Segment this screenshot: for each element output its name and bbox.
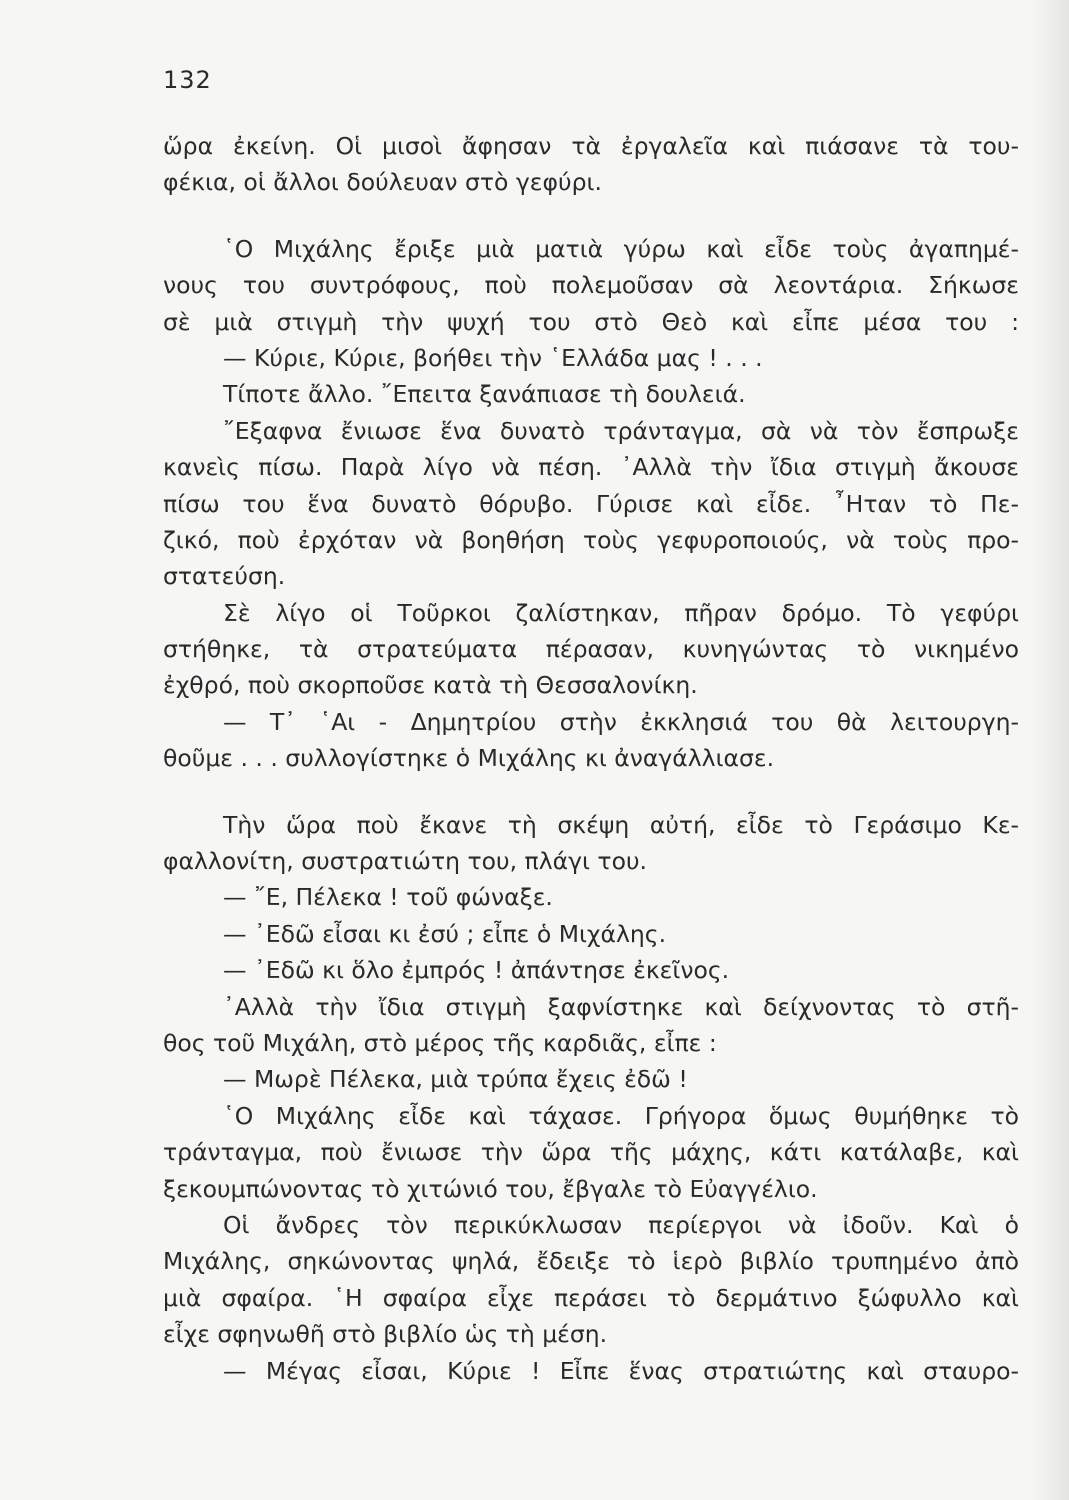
text-line: κανεὶς πίσω. Παρὰ λίγο νὰ πέση. ᾿Αλλὰ τὴν ἴδια στιγμὴ ἄκουσε xyxy=(163,453,1019,482)
text-line: ῾Ο Μιχάλης ἔριξε μιὰ ματιὰ γύρω καὶ εἶδε τοὺς ἀγαπημέ- xyxy=(223,234,1019,263)
page-edge-shadow xyxy=(1031,0,1069,1500)
text-line: — ῎Ε, Πέλεκα ! τοῦ φώναξε. xyxy=(223,883,553,912)
text-line: φαλλονίτη, συστρατιώτη του, πλάγι του. xyxy=(163,847,648,876)
text-line: στήθηκε, τὰ στρατεύματα πέρασαν, κυνηγώντας τὸ νικημένο xyxy=(163,635,1019,664)
text-line: φέκια, οἱ ἄλλοι δούλευαν στὸ γεφύρι. xyxy=(163,168,602,197)
text-line: — Μωρὲ Πέλεκα, μιὰ τρύπα ἔχεις ἐδῶ ! xyxy=(223,1065,688,1094)
text-line: Τὴν ὥρα ποὺ ἔκανε τὴ σκέψη αὐτή, εἶδε τὸ Γεράσιμο Κε- xyxy=(223,810,1019,839)
text-line: θος τοῦ Μιχάλη, στὸ μέρος τῆς καρδιᾶς, εἶπε : xyxy=(163,1028,717,1057)
page-number: 132 xyxy=(163,66,212,94)
text-line: τράνταγμα, ποὺ ἔνιωσε τὴν ὥρα τῆς μάχης, κάτι κατάλαβε, καὶ xyxy=(163,1138,1019,1167)
text-line: Μιχάλης, σηκώνοντας ψηλά, ἔδειξε τὸ ἱερὸ βιβλίο τρυπημένο ἀπὸ xyxy=(163,1247,1019,1276)
text-line: σὲ μιὰ στιγμὴ τὴν ψυχή του στὸ Θεὸ καὶ εἶπε μέσα του : xyxy=(163,307,1019,336)
paragraph-gap xyxy=(163,201,1019,231)
text-line: στατεύση. xyxy=(163,562,286,591)
text-line: ζικό, ποὺ ἐρχόταν νὰ βοηθήση τοὺς γεφυροποιούς, νὰ τοὺς προ- xyxy=(163,525,1019,554)
text-line: θοῦμε . . . συλλογίστηκε ὁ Μιχάλης κι ἀναγάλλιασε. xyxy=(163,744,775,773)
text-line: Οἱ ἄνδρες τὸν περικύκλωσαν περίεργοι νὰ ἰδοῦν. Καὶ ὁ xyxy=(223,1210,1019,1239)
text-line: ξεκουμπώνοντας τὸ χιτώνιό του, ἔβγαλε τὸ Εὐαγγέλιο. xyxy=(163,1174,818,1203)
text-line: εἶχε σφηνωθῆ στὸ βιβλίο ὡς τὴ μέση. xyxy=(163,1320,608,1349)
text-line: — ᾿Εδῶ κι ὅλο ἐμπρός ! ἀπάντησε ἐκεῖνος. xyxy=(223,956,730,985)
text-line: πίσω του ἕνα δυνατὸ θόρυβο. Γύρισε καὶ εἶδε. ῏Ηταν τὸ Πε- xyxy=(163,489,1019,518)
paragraph-gap xyxy=(163,777,1019,807)
text-line: νους του συντρόφους, ποὺ πολεμοῦσαν σὰ λεοντάρια. Σήκωσε xyxy=(163,271,1019,300)
text-line: ᾿Αλλὰ τὴν ἴδια στιγμὴ ξαφνίστηκε καὶ δείχνοντας τὸ στῆ- xyxy=(223,992,1019,1021)
text-line: — Μέγας εἶσαι, Κύριε ! Εἶπε ἕνας στρατιώτης καὶ σταυρο- xyxy=(223,1356,1019,1385)
text-line: ὥρα ἐκείνη. Οἱ μισοὶ ἄφησαν τὰ ἐργαλεῖα καὶ πιάσανε τὰ του- xyxy=(163,132,1019,160)
text-line: ἐχθρό, ποὺ σκορποῦσε κατὰ τὴ Θεσσαλονίκη. xyxy=(163,671,698,700)
text-line: ῾Ο Μιχάλης εἶδε καὶ τάχασε. Γρήγορα ὅμως θυμήθηκε τὸ xyxy=(223,1101,1019,1130)
text-line: — Κύριε, Κύριε, βοήθει τὴν ῾Ελλάδα μας ! . . . xyxy=(223,343,763,372)
text-line: — ᾿Εδῶ εἶσαι κι ἐσύ ; εἶπε ὁ Μιχάλης. xyxy=(223,919,667,948)
text-line: Τίποτε ἄλλο. ῎Επειτα ξανάπιασε τὴ δουλειά. xyxy=(223,380,746,409)
body-text xyxy=(163,128,1019,1389)
text-line: μιὰ σφαίρα. ῾Η σφαίρα εἶχε περάσει τὸ δερμάτινο ξώφυλλο καὶ xyxy=(163,1283,1019,1312)
text-line: ῎Εξαφνα ἔνιωσε ἕνα δυνατὸ τράνταγμα, σὰ νὰ τὸν ἔσπρωξε xyxy=(223,416,1019,445)
text-line: — Τ᾿ ῾Αι - Δημητρίου στὴν ἐκκλησιά του θὰ λειτουργη- xyxy=(223,707,1019,736)
text-line: Σὲ λίγο οἱ Τοῦρκοι ζαλίστηκαν, πῆραν δρόμο. Τὸ γεφύρι xyxy=(223,598,1019,627)
